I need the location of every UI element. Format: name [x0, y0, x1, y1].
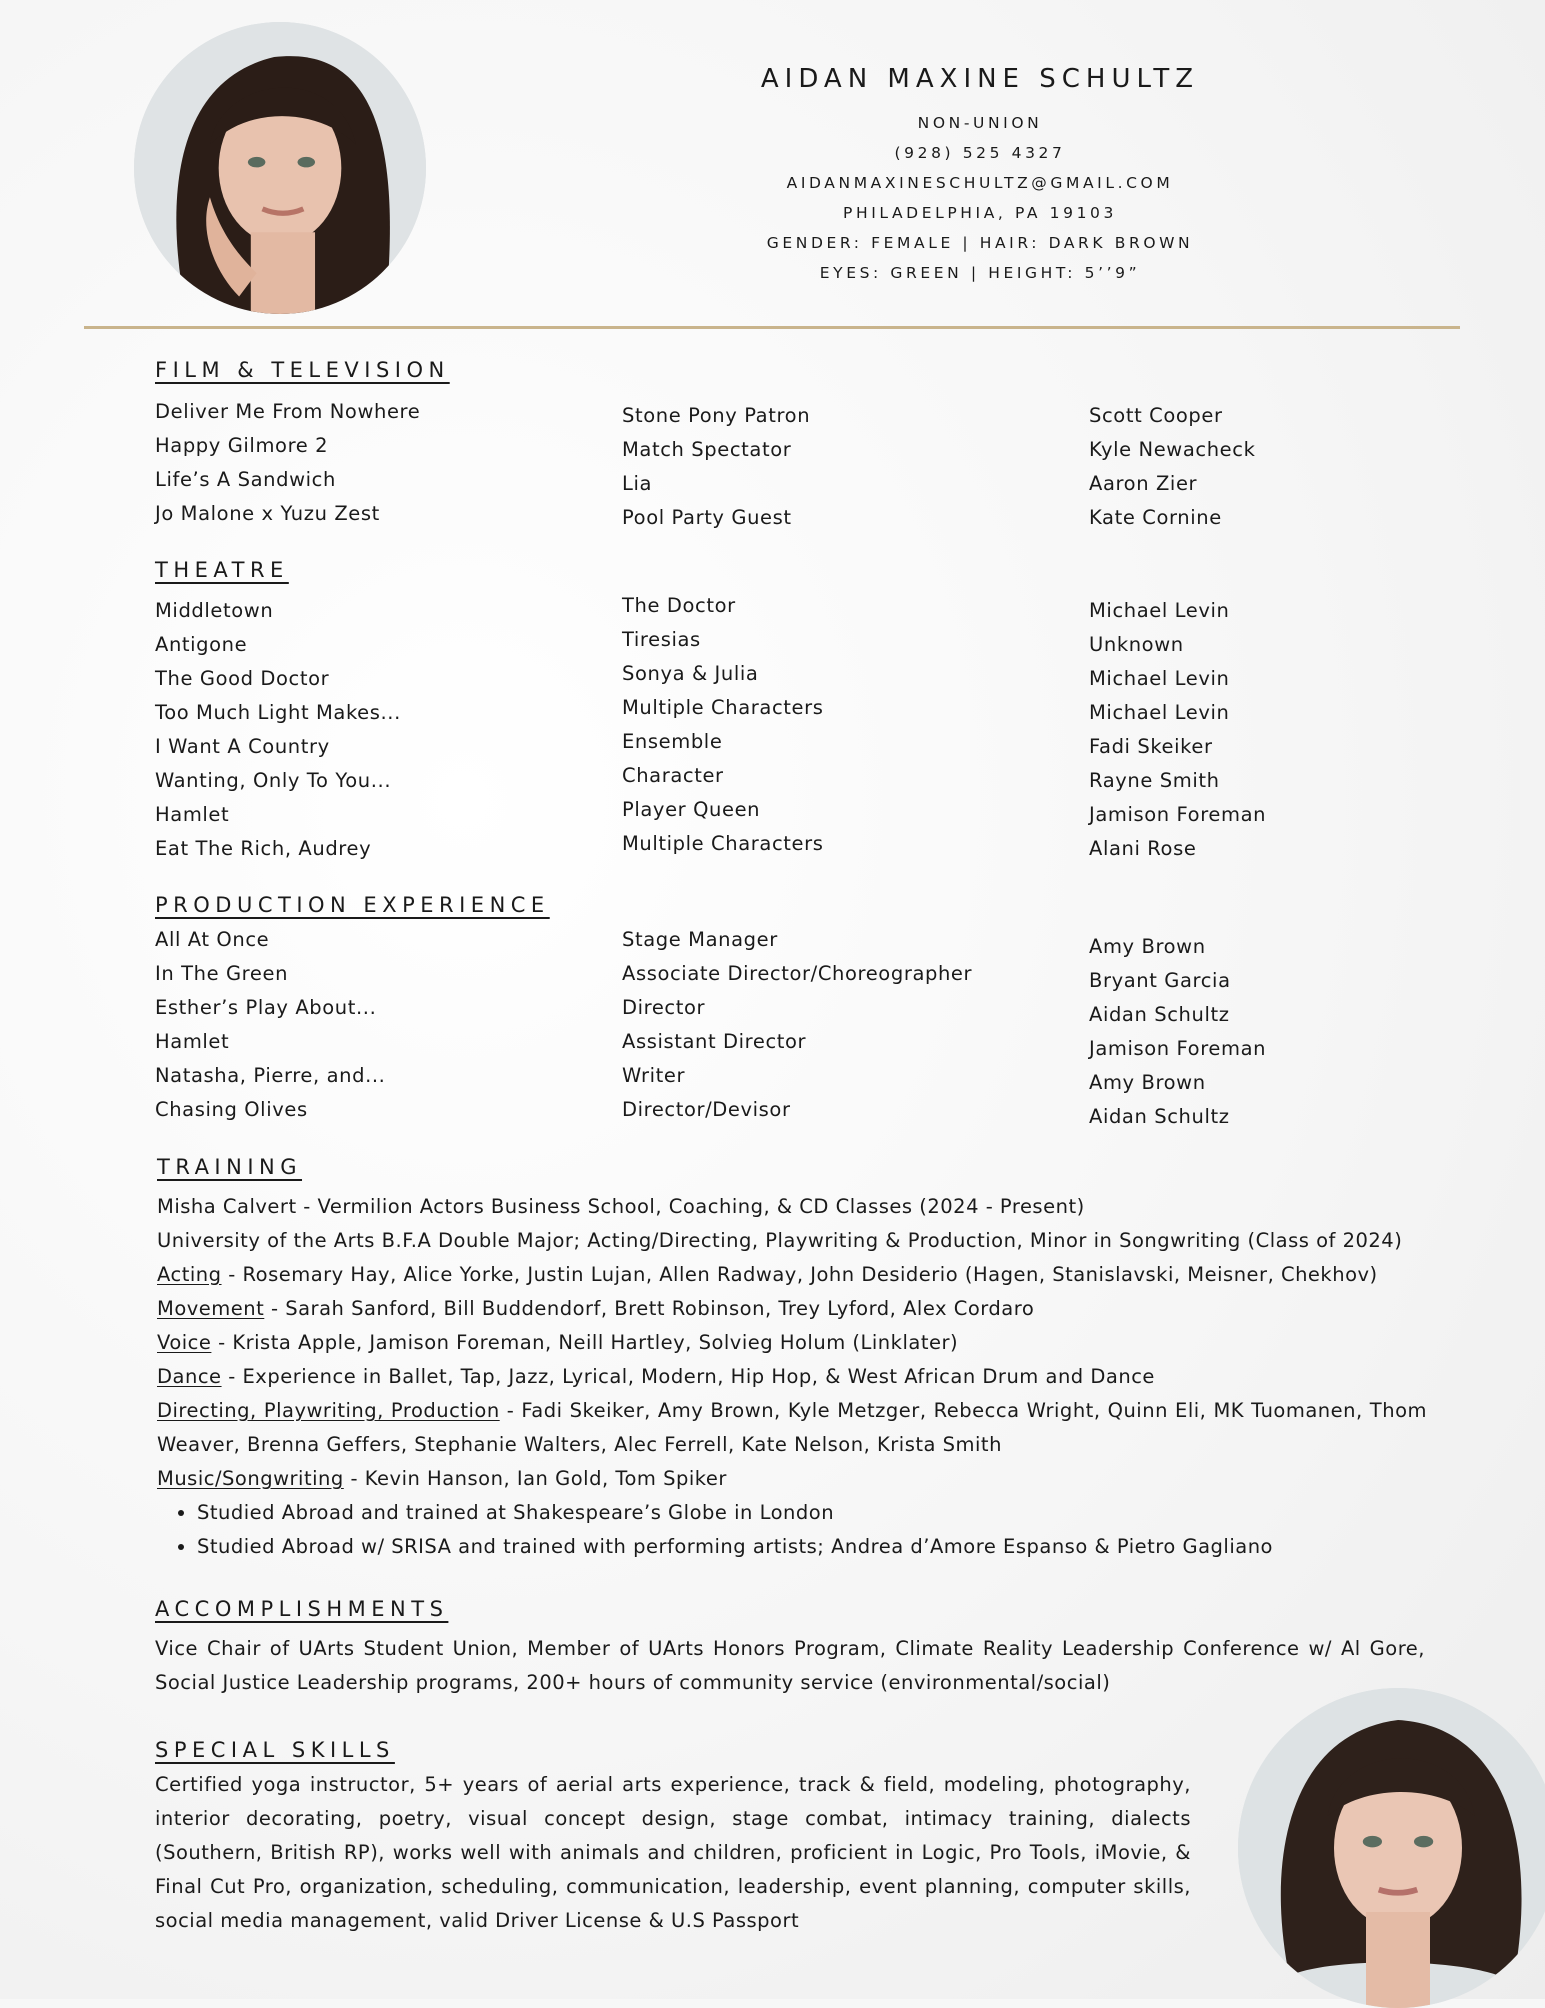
production-director: Jamison Foreman	[1089, 1037, 1267, 1060]
film-director: Aaron Zier	[1089, 472, 1198, 495]
gender-hair: GENDER: FEMALE | HAIR: DARK BROWN	[766, 234, 1194, 252]
film-roles-column	[622, 399, 810, 535]
theatre-role: Tiresias	[622, 628, 701, 651]
theatre-director: Jamison Foreman	[1089, 803, 1267, 826]
production-director: Bryant Garcia	[1089, 969, 1231, 992]
training-label: Music/Songwriting	[157, 1467, 344, 1490]
accomplishments-section-title: ACCOMPLISHMENTS	[155, 1597, 449, 1621]
theatre-director: Fadi Skeiker	[1089, 735, 1213, 758]
theatre-role: Player Queen	[622, 798, 761, 821]
training-text: - Kevin Hanson, Ian Gold, Tom Spiker	[343, 1467, 727, 1490]
production-role: Associate Director/Choreographer	[622, 962, 973, 985]
film-role: Match Spectator	[622, 438, 792, 461]
production-role: Director/Devisor	[622, 1098, 791, 1121]
production-project: In The Green	[155, 962, 289, 985]
theatre-role: Ensemble	[622, 730, 723, 753]
production-project: Esther’s Play About...	[155, 996, 377, 1019]
production-project: All At Once	[155, 928, 270, 951]
production-role: Stage Manager	[622, 928, 778, 951]
training-label: Acting	[157, 1263, 222, 1286]
theatre-director: Alani Rose	[1089, 837, 1197, 860]
production-director: Aidan Schultz	[1089, 1105, 1230, 1128]
training-line: University of the Arts B.F.A Double Major; Acting/Directing, Playwriting & Production, Minor in Songwriting (Class of 2024)	[157, 1229, 1403, 1252]
skills-text: Certified yoga instructor, 5+ years of aerial arts experience, track & field, modeling, photography, interior decorating, poetry, visual concept design, stage combat, intimacy training, dialects (Southern, British RP), works well with animals and children, proficient in Logic, Pro Tools, iMovie, & Final Cut Pro, organization, scheduling, communication, leadership, event planning, computer skills, social media management, valid Driver License & U.S Passport	[155, 1773, 1191, 1932]
film-director: Kate Cornine	[1089, 506, 1222, 529]
production-projects-column	[155, 923, 385, 1127]
training-label: Directing, Playwriting, Production	[157, 1399, 500, 1422]
theatre-project: Wanting, Only To You...	[155, 769, 392, 792]
film-role: Pool Party Guest	[622, 506, 792, 529]
training-dance	[157, 1360, 1427, 1394]
training-acting	[157, 1258, 1427, 1292]
production-director: Amy Brown	[1089, 935, 1206, 958]
theatre-role: Multiple Characters	[622, 696, 824, 719]
film-director: Kyle Newacheck	[1089, 438, 1256, 461]
headshot-photo-top	[134, 22, 426, 314]
theatre-directors-column	[1089, 594, 1266, 866]
training-bullet: • Studied Abroad w/ SRISA and trained with performing artists; Andrea d’Amore Espanso & Pietro Gagliano	[197, 1530, 1427, 1564]
film-project: Deliver Me From Nowhere	[155, 400, 421, 423]
theatre-director: Michael Levin	[1089, 599, 1230, 622]
theatre-director: Michael Levin	[1089, 667, 1230, 690]
theatre-role: Multiple Characters	[622, 832, 824, 855]
headshot-portrait-icon	[1238, 1688, 1545, 2008]
theatre-project: Too Much Light Makes...	[155, 701, 401, 724]
production-project: Hamlet	[155, 1030, 230, 1053]
theatre-project: Antigone	[155, 633, 248, 656]
eyes-height: EYES: GREEN | HEIGHT: 5’’9”	[819, 264, 1141, 282]
accomplishments-text: Vice Chair of UArts Student Union, Member of UArts Honors Program, Climate Reality Leadership Conference w/ Al Gore, Social Justice Leadership programs, 200+ hours of community service (environmental/social)	[155, 1637, 1425, 1694]
header-divider	[84, 326, 1460, 329]
theatre-projects-column	[155, 594, 401, 866]
training-text: - Fadi Skeiker, Amy Brown, Kyle Metzger, Rebecca Wright, Quinn Eli, MK Tuomanen, Thom Weaver, Brenna Geffers, Stephanie Walters, Alec Ferrell, Kate Nelson, Krista Smith	[157, 1399, 1427, 1456]
film-role: Lia	[622, 472, 653, 495]
production-directors-column	[1089, 930, 1266, 1134]
training-directing	[157, 1394, 1427, 1462]
actor-name: AIDAN MAXINE SCHULTZ	[760, 64, 1200, 94]
theatre-project: The Good Doctor	[155, 667, 330, 690]
production-director: Amy Brown	[1089, 1071, 1206, 1094]
headshot-photo-bottom	[1238, 1688, 1545, 2008]
training-text: - Rosemary Hay, Alice Yorke, Justin Lujan, Allen Radway, John Desiderio (Hagen, Stanislavski, Meisner, Chekhov)	[221, 1263, 1378, 1286]
training-text: - Sarah Sanford, Bill Buddendorf, Brett Robinson, Trey Lyford, Alex Cordaro	[264, 1297, 1035, 1320]
training-bullets	[157, 1496, 1427, 1564]
theatre-project: Eat The Rich, Audrey	[155, 837, 372, 860]
union-status: NON-UNION	[917, 114, 1043, 132]
theatre-role: Sonya & Julia	[622, 662, 759, 685]
film-project: Jo Malone x Yuzu Zest	[155, 502, 380, 525]
theatre-section-title: THEATRE	[155, 558, 289, 582]
email-address: AIDANMAXINESCHULTZ@GMAIL.COM	[786, 174, 1174, 192]
training-label: Dance	[157, 1365, 222, 1388]
production-role: Assistant Director	[622, 1030, 807, 1053]
production-roles-column	[622, 923, 972, 1127]
training-voice	[157, 1326, 1427, 1360]
theatre-project: Middletown	[155, 599, 274, 622]
headshot-portrait-icon	[134, 22, 426, 314]
training-bullet: • Studied Abroad and trained at Shakespeare’s Globe in London	[197, 1496, 1427, 1530]
theatre-role: Character	[622, 764, 724, 787]
training-music	[157, 1462, 1427, 1496]
film-section-title: FILM & TELEVISION	[155, 358, 450, 382]
theatre-director: Michael Levin	[1089, 701, 1230, 724]
film-role: Stone Pony Patron	[622, 404, 811, 427]
training-block	[157, 1190, 1427, 1564]
training-section-title: TRAINING	[157, 1155, 303, 1179]
training-line: Misha Calvert - Vermilion Actors Business School, Coaching, & CD Classes (2024 - Present)	[157, 1195, 1085, 1218]
location: PHILADELPHIA, PA 19103	[843, 204, 1117, 222]
film-project: Life’s A Sandwich	[155, 468, 336, 491]
film-projects-column	[155, 395, 420, 531]
training-label: Voice	[157, 1331, 212, 1354]
film-project: Happy Gilmore 2	[155, 434, 329, 457]
theatre-director: Rayne Smith	[1089, 769, 1220, 792]
production-project: Natasha, Pierre, and...	[155, 1064, 386, 1087]
skills-section-title: SPECIAL SKILLS	[155, 1738, 395, 1762]
theatre-roles-column	[622, 589, 824, 861]
phone-number: (928) 525 4327	[894, 144, 1066, 162]
theatre-project: I Want A Country	[155, 735, 330, 758]
theatre-role: The Doctor	[622, 594, 736, 617]
training-movement	[157, 1292, 1427, 1326]
training-label: Movement	[157, 1297, 265, 1320]
production-role: Director	[622, 996, 706, 1019]
film-directors-column	[1089, 399, 1256, 535]
theatre-director: Unknown	[1089, 633, 1184, 656]
production-director: Aidan Schultz	[1089, 1003, 1230, 1026]
theatre-project: Hamlet	[155, 803, 230, 826]
contact-header	[700, 64, 1260, 288]
training-text: - Krista Apple, Jamison Foreman, Neill Hartley, Solvieg Holum (Linklater)	[211, 1331, 959, 1354]
production-section-title: PRODUCTION EXPERIENCE	[155, 893, 550, 917]
production-project: Chasing Olives	[155, 1098, 308, 1121]
training-text: - Experience in Ballet, Tap, Jazz, Lyrical, Modern, Hip Hop, & West African Drum and Dance	[221, 1365, 1155, 1388]
production-role: Writer	[622, 1064, 686, 1087]
film-director: Scott Cooper	[1089, 404, 1223, 427]
